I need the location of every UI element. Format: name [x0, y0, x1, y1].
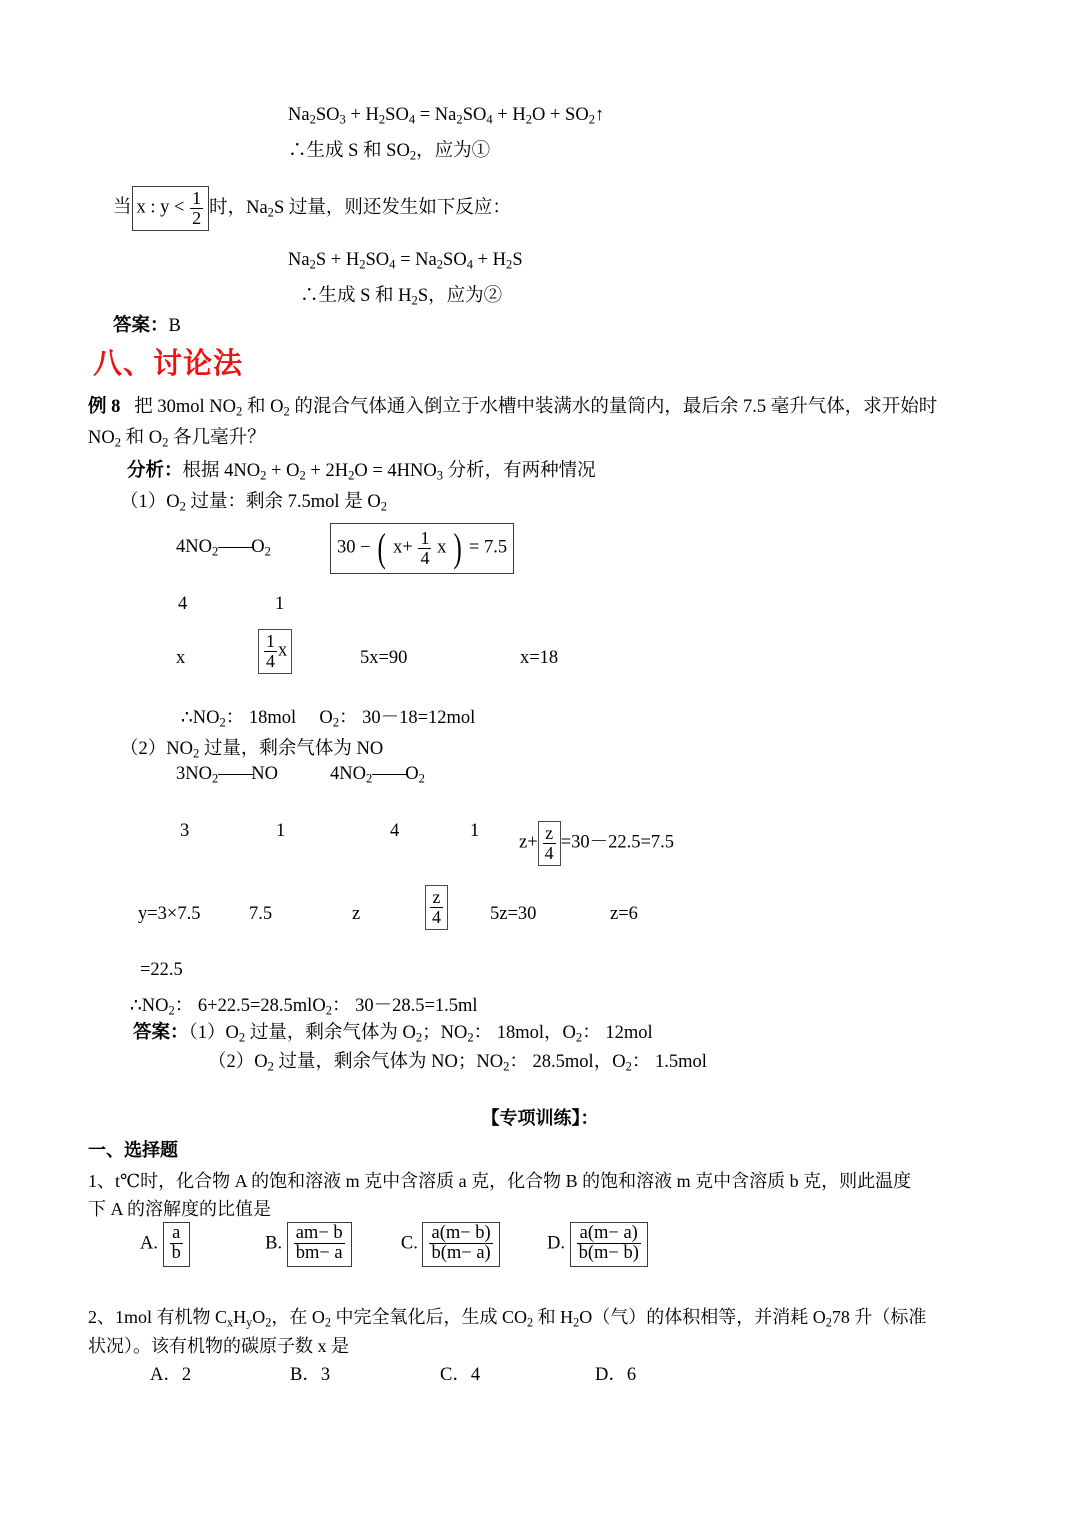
option-d-fraction: $\frac{a(m- a)}{b(m- b)}$	[578, 1223, 639, 1264]
case1-lhs: 30 −	[337, 537, 371, 558]
case2-value-7-5: 7.5	[249, 904, 273, 924]
option-d[interactable]	[547, 1222, 648, 1267]
option-d-label: D.	[546, 1233, 565, 1254]
question-2-option-c[interactable]: C．4	[440, 1365, 481, 1385]
question-2-option-d[interactable]: D．6	[595, 1365, 637, 1385]
case2-fraction-box-upper	[538, 821, 561, 866]
case1-coefficient-4: 4	[178, 594, 188, 614]
case1-ratio: $4NO_2——O_2$	[176, 537, 271, 559]
case2-conclusion: $\therefore NO_2$： 6+22.5=28.5mlO$_2$： 30－28.5=1.5ml	[130, 996, 478, 1018]
case2-expr-pre: z+	[519, 832, 538, 853]
case2-equation-5z: 5z=30	[490, 904, 537, 924]
question-2-line2: 状况）。该有机物的碳原子数 x 是	[88, 1336, 349, 1356]
example8-answer-line2: $(2)O_2$ 过量，剩余气体为 NO；$NO_2$： 28.5mol，$O_2$： 1.5mol	[208, 1052, 707, 1074]
option-a-fraction: $\frac{a}{b}$	[171, 1223, 181, 1264]
equation-na2s: $Na_2S + H_2SO_4 = Na_2SO_4 + H_2S$	[288, 250, 523, 272]
answer-top	[113, 311, 181, 337]
answer-text-1: $(1)O_2$ 过量，剩余气体为 $O_2$；$NO_2$： 18mol，$O_2$： 12mol	[188, 1023, 653, 1045]
fraction-one-half: $\frac{1}{2}$	[192, 188, 202, 228]
case1-rhs: = 7.5	[468, 537, 508, 558]
case1-boxed-fraction-x	[258, 629, 292, 674]
equation-na2so3: $Na_2SO_3 + H_2SO_4 = Na_2SO_4 + H_2O$ + $SO_2↑$	[288, 105, 605, 127]
option-b-box	[287, 1222, 352, 1267]
question-1-line1: 1、t℃时，化合物 A 的饱和溶液 m 克中含溶质 a 克，化合物 B 的饱和溶液 m 克中含溶质 b 克，则此温度	[88, 1171, 912, 1191]
condition-boxed-expression	[132, 186, 210, 231]
answer-value: B	[168, 316, 181, 336]
right-paren: )	[453, 524, 462, 570]
exercises-subheading: 一、选择题	[88, 1140, 178, 1160]
example8-answer-line1	[133, 1018, 653, 1046]
case2-balance-equation	[519, 821, 674, 866]
example8-line2: $NO_2$ 和 $O_2$ 各几毫升？	[88, 428, 266, 450]
condition-expression: x : y <	[136, 197, 185, 218]
conclusion-line-2: ∴生成 S 和 $H_2S$，应为②	[300, 286, 503, 308]
analysis-text: 根据 $4NO_2 + O_2 + 2H_2O = 4HNO_3$ 分析，有两种情况	[182, 461, 596, 483]
case2-sum: =22.5	[140, 960, 183, 980]
case1-conclusion: $\therefore NO_2$： 18mol $O_2$： 30－18=12mol	[181, 708, 476, 730]
case2-expr-post: =30－22.5=7.5	[560, 832, 675, 853]
section-heading-discussion-method: 八、讨论法	[93, 348, 244, 380]
fraction-one-quarter: $\frac{1}{4}$	[266, 631, 275, 671]
case2-coefficient-3: 3	[180, 821, 190, 841]
option-d-box	[570, 1222, 648, 1267]
fraction-z-over-4: $\frac{z}{4}$	[544, 823, 554, 863]
question-1-line2: 下 A 的溶解度的比值是	[88, 1199, 272, 1219]
fraction-one-quarter: $\frac{1}{4}$	[420, 528, 430, 568]
case2-coefficient-1a: 1	[276, 821, 286, 841]
case2-ratio-1: $3NO_2——NO$	[176, 764, 279, 786]
question-2-option-a[interactable]: A．2	[150, 1365, 192, 1385]
case2-solution-z: z=6	[610, 904, 638, 924]
question-2-line1: 2、1mol 有机物 $C_xH_yO_2$，在 $O_2$ 中完全氧化后，生成 $CO_2$ 和 $H_2O$（气）的体积相等，并消耗 $O_278$ 升（标准	[88, 1307, 927, 1330]
case1-unknown-x: x	[176, 648, 186, 668]
option-a-box	[163, 1222, 190, 1267]
fraction-multiplier-x: x	[278, 640, 288, 661]
left-paren: (	[377, 524, 386, 570]
case2-coefficient-4: 4	[390, 821, 400, 841]
case1-inner-tail: x	[437, 537, 447, 558]
option-c[interactable]	[401, 1222, 500, 1267]
condition-prefix: 当	[113, 197, 132, 218]
option-b-fraction: $\frac{am- b}{bm- a}$	[295, 1223, 343, 1264]
example8-text: 把 30mol $NO_2$ 和 $O_2$ 的混合气体通入倒立于水槽中装满水的量筒内，最后余 7.5 毫升气体，求开始时	[125, 397, 938, 419]
option-a-label: A.	[140, 1233, 158, 1254]
case2-ratio-2: $4NO_2——O_2$	[330, 764, 425, 786]
option-b[interactable]	[265, 1222, 352, 1267]
case2-title: $(2)NO_2$ 过量，剩余气体为 NO	[120, 739, 384, 761]
option-c-label: C.	[400, 1233, 418, 1254]
analysis-label: 分析：	[127, 461, 183, 481]
analysis-line	[127, 456, 596, 484]
case1-boxed-equation	[330, 523, 514, 574]
question-2-option-b[interactable]: B．3	[290, 1365, 331, 1385]
case1-fraction-box	[258, 629, 292, 674]
case2-fraction-box-lower	[425, 885, 448, 930]
case1-coefficient-1: 1	[275, 594, 285, 614]
case1-equation-5x: 5x=90	[360, 648, 408, 668]
option-c-fraction: $\frac{a(m- b)}{b(m- a)}$	[431, 1223, 491, 1264]
option-b-label: B.	[265, 1233, 283, 1254]
fraction-z-over-4: $\frac{z}{4}$	[432, 887, 441, 927]
answer-label: 答案：	[113, 316, 169, 336]
case2-boxed-fraction-z	[425, 885, 448, 930]
case1-inner-var: x+	[393, 537, 413, 558]
exercises-heading: 【专项训练】：	[481, 1108, 599, 1128]
case2-coefficient-1b: 1	[470, 821, 480, 841]
case1-solution-x: x=18	[520, 648, 559, 668]
case2-unknown-z: z	[352, 904, 361, 924]
case2-y-value: y=3×7.5	[138, 904, 201, 924]
option-a[interactable]	[140, 1222, 190, 1267]
example8-line1	[88, 392, 937, 420]
conclusion-line-1: ∴生成 S 和 $SO_2$，应为①	[288, 141, 491, 163]
example8-label: 例 8	[88, 397, 121, 417]
answer-label: 答案：	[133, 1023, 189, 1043]
option-c-box	[422, 1222, 499, 1267]
question-1-options	[140, 1222, 648, 1267]
condition-line	[113, 186, 511, 231]
condition-suffix: 时，$Na_2S$ 过量，则还发生如下反应：	[209, 197, 511, 220]
case1-equation-box	[330, 523, 514, 574]
case1-title: $(1)O_2$ 过量：剩余 7.5mol 是 $O_2$	[120, 492, 387, 514]
